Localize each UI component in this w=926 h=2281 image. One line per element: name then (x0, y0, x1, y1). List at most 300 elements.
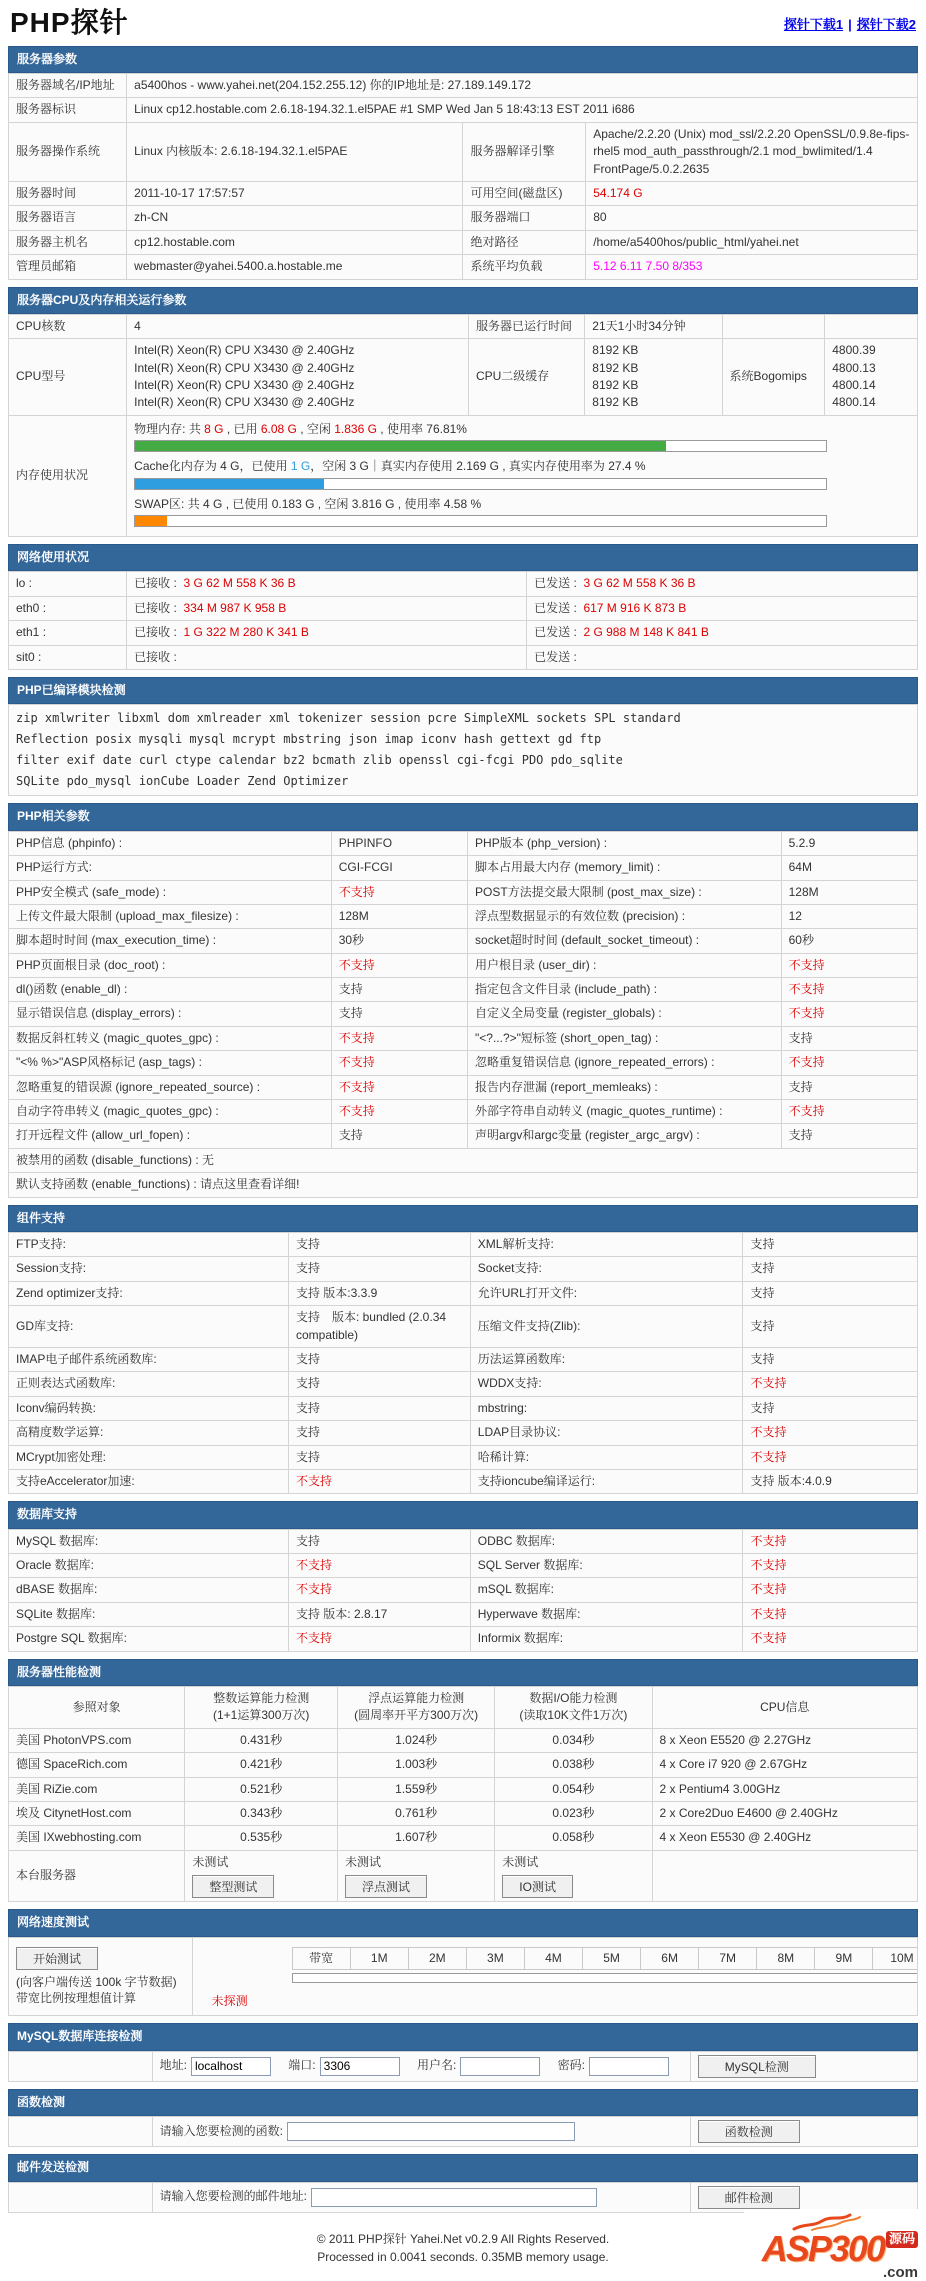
link-separator: | (848, 17, 852, 32)
component-value: 支持 (288, 1257, 470, 1281)
table-row (9, 1100, 918, 1124)
database-value: 不支持 (288, 1578, 470, 1602)
cpu-cache-line: 8192 KB (592, 378, 639, 393)
mysql-password-input[interactable] (589, 2057, 669, 2076)
received-cell: 已接收 : (127, 645, 527, 669)
mysql-user-input[interactable] (460, 2057, 540, 2076)
database-label: ODBC 数据库: (470, 1529, 743, 1553)
database-label: mSQL 数据库: (470, 1578, 743, 1602)
table-row (9, 1396, 918, 1420)
io-test-button[interactable]: IO测试 (502, 1875, 573, 1898)
float-test-result: 1.024秒 (338, 1728, 495, 1752)
table-row (9, 1578, 918, 1602)
param-value: 不支持 (781, 1002, 917, 1026)
param-label: PHP信息 (phpinfo) : (9, 831, 332, 855)
sent-cell: 已发送 : 2 G 988 M 148 K 841 B (527, 621, 918, 645)
cache-memory-bar-fill (135, 479, 324, 489)
row-value: a5400hos - www.yahei.net(204.152.255.12) 你的IP地址是: 27.189.149.172 (127, 73, 918, 97)
memory-usage-cell (127, 415, 918, 536)
reference-host: 美国 PhotonVPS.com (9, 1728, 185, 1752)
table-row (9, 1777, 918, 1801)
row-value: zh-CN (127, 206, 463, 230)
swap-bar-fill (135, 516, 167, 526)
function-input[interactable] (287, 2122, 575, 2141)
col-header-cpu: CPU信息 (652, 1687, 917, 1729)
database-value: 不支持 (743, 1529, 918, 1553)
table-row (9, 904, 918, 928)
database-value: 不支持 (743, 1602, 918, 1626)
mysql-form-cell (152, 2051, 690, 2081)
param-label: 显示错误信息 (display_errors) : (9, 1002, 332, 1026)
component-value: 支持 (288, 1233, 470, 1257)
network-usage-table (8, 571, 918, 670)
col-header-int: 整数运算能力检测 (1+1运算300万次) (185, 1687, 338, 1729)
speed-test-table (8, 1937, 918, 2017)
component-label: 支持eAccelerator加速: (9, 1469, 289, 1493)
section-cpu-memory (8, 287, 918, 538)
database-label: Oracle 数据库: (9, 1554, 289, 1578)
table-row (9, 1801, 918, 1825)
speed-progress-bar (292, 1973, 918, 1983)
param-label: dl()函数 (enable_dl) : (9, 978, 332, 1002)
component-label: mbstring: (470, 1396, 743, 1420)
component-value: 支持 (743, 1347, 918, 1371)
bogomips-line: 4800.14 (832, 378, 876, 393)
php-params-table (8, 831, 918, 1198)
interface-name: eth0 : (9, 596, 127, 620)
probe-download-1-link[interactable]: 探针下载1 (783, 17, 844, 32)
local-server-label: 本台服务器 (9, 1850, 185, 1901)
table-row (9, 1002, 918, 1026)
table-row (9, 98, 918, 122)
component-value: 不支持 (743, 1421, 918, 1445)
cpu-info: 8 x Xeon E5520 @ 2.27GHz (652, 1728, 917, 1752)
param-value: 支持 (331, 1002, 467, 1026)
mail-input[interactable] (311, 2188, 597, 2207)
table-row (9, 1124, 918, 1148)
col-header-float: 浮点运算能力检测 (圆周率开平方300万次) (338, 1687, 495, 1729)
param-value: 不支持 (781, 978, 917, 1002)
component-support-table (8, 1232, 918, 1494)
param-value: 128M (781, 880, 917, 904)
float-test-result: 1.559秒 (338, 1777, 495, 1801)
view-functions-link[interactable]: 请点这里查看详细! (200, 1177, 300, 1192)
table-row (9, 1529, 918, 1553)
table-row (9, 929, 918, 953)
section-mysql-check (8, 2023, 918, 2081)
bogomips-line: 4800.39 (832, 343, 876, 358)
row-value: 80 (586, 206, 918, 230)
section-performance (8, 1659, 918, 1903)
row-label: 系统Bogomips (722, 339, 825, 416)
row-value: Linux cp12.hostable.com 2.6.18-194.32.1.el5PAE #1 SMP Wed Jan 5 18:43:13 EST 2011 i686 (127, 98, 918, 122)
table-row (9, 596, 918, 620)
param-label: 声明argv和argc变量 (register_argc_argv) : (468, 1124, 782, 1148)
section-header: PHP已编译模块检测 (8, 677, 918, 704)
mysql-port-label: 端口: (288, 2058, 316, 2073)
io-test-result: 0.038秒 (495, 1753, 652, 1777)
table-row (9, 880, 918, 904)
section-function-check (8, 2089, 918, 2147)
table-row (9, 2182, 918, 2212)
section-header: PHP相关参数 (8, 803, 918, 830)
param-label: 自定义全局变量 (register_globals) : (468, 1002, 782, 1026)
param-label: "<?...?>"短标签 (short_open_tag) : (468, 1026, 782, 1050)
processing-stats-line: Processed in 0.0041 seconds. 0.35MB memory usage. (317, 2249, 609, 2264)
component-label: 允许URL打开文件: (470, 1281, 743, 1305)
section-header: 服务器CPU及内存相关运行参数 (8, 287, 918, 314)
section-mail-check (8, 2154, 918, 2212)
bandwidth-tick: 6M (641, 1947, 699, 1969)
param-label: 忽略重复错误信息 (ignore_repeated_errors) : (468, 1051, 782, 1075)
cpu-cache-line: 8192 KB (592, 395, 639, 410)
bandwidth-tick: 9M (815, 1947, 873, 1969)
row-label: 服务器端口 (463, 206, 586, 230)
param-label: 浮点型数据显示的有效位数 (precision) : (468, 904, 782, 928)
bogomips-line: 4800.14 (832, 395, 876, 410)
row-label: 服务器时间 (9, 181, 127, 205)
row-value: Apache/2.2.20 (Unix) mod_ssl/2.2.20 OpenSSL/0.9.8e-fips-rhel5 mod_auth_passthrough/2.1 mod_bwlimited/1.4 FrontPage/5.0.2.2635 (586, 122, 918, 181)
local-int-test-cell: 未测试 整型测试 (185, 1850, 338, 1901)
section-php-modules (8, 677, 918, 796)
component-value: 支持 版本:3.3.9 (288, 1281, 470, 1305)
int-test-result: 0.343秒 (185, 1801, 338, 1825)
row-value: /home/a5400hos/public_html/yahei.net (586, 230, 918, 254)
table-row (9, 1469, 918, 1493)
component-label: XML解析支持: (470, 1233, 743, 1257)
component-value: 支持 (288, 1421, 470, 1445)
row-label: 管理员邮箱 (9, 255, 127, 279)
param-value: 支持 (781, 1124, 917, 1148)
bogomips-line: 4800.13 (832, 360, 876, 375)
physical-memory-bar (134, 440, 827, 452)
interface-name: lo : (9, 572, 127, 596)
table-row (9, 2051, 918, 2081)
reference-host: 德国 SpaceRich.com (9, 1753, 185, 1777)
param-label: 打开远程文件 (allow_url_fopen) : (9, 1124, 332, 1148)
local-server-row (9, 1850, 918, 1901)
module-list-line: zip xmlwriter libxml dom xmlreader xml tokenizer session pcre SimpleXML sockets SPL standard (16, 711, 681, 726)
received-cell: 已接收 : 334 M 987 K 958 B (127, 596, 527, 620)
database-value: 不支持 (743, 1554, 918, 1578)
asp300-logo (744, 2209, 924, 2279)
received-cell: 已接收 : 3 G 62 M 558 K 36 B (127, 572, 527, 596)
table-row (9, 1026, 918, 1050)
param-value: PHPINFO (331, 831, 467, 855)
table-row (9, 1372, 918, 1396)
component-label: 支持ioncube编译运行: (470, 1469, 743, 1493)
download-links (784, 6, 916, 35)
database-label: Postgre SQL 数据库: (9, 1627, 289, 1651)
float-test-result: 1.003秒 (338, 1753, 495, 1777)
section-php-params (8, 803, 918, 1197)
row-value: 2011-10-17 17:57:57 (127, 181, 463, 205)
param-value: 不支持 (781, 1100, 917, 1124)
component-value: 不支持 (288, 1469, 470, 1493)
enabled-functions-row: 默认支持函数 (enable_functions) : 请点这里查看详细! (9, 1173, 918, 1197)
sent-cell: 已发送 : 617 M 916 K 873 B (527, 596, 918, 620)
param-label: 外部字符串自动转义 (magic_quotes_runtime) : (468, 1100, 782, 1124)
empty-cell (652, 1850, 917, 1901)
param-value: 支持 (331, 1124, 467, 1148)
component-label: GD库支持: (9, 1306, 289, 1348)
row-label: 服务器域名/IP地址 (9, 73, 127, 97)
param-label: 忽略重复的错误源 (ignore_repeated_source) : (9, 1075, 332, 1099)
database-label: Informix 数据库: (470, 1627, 743, 1651)
table-row (9, 705, 918, 796)
cpu-model-line: Intel(R) Xeon(R) CPU X3430 @ 2.40GHz (134, 343, 355, 358)
table-row (9, 1445, 918, 1469)
param-value: 支持 (781, 1026, 917, 1050)
param-label: PHP安全模式 (safe_mode) : (9, 880, 332, 904)
int-test-result: 0.535秒 (185, 1826, 338, 1850)
float-test-button[interactable]: 浮点测试 (345, 1875, 427, 1898)
table-row (9, 1627, 918, 1651)
component-value: 支持 (743, 1233, 918, 1257)
row-label: CPU二级缓存 (468, 339, 584, 416)
logo-text: ASP300 (761, 2228, 884, 2270)
cpu-model-lines (127, 339, 469, 416)
database-support-table (8, 1529, 918, 1652)
table-row (9, 621, 918, 645)
top-bar (8, 4, 918, 46)
table-row (9, 1826, 918, 1850)
table-row (9, 255, 918, 279)
logo-badge: 源码 (886, 2231, 918, 2248)
param-value: 不支持 (781, 953, 917, 977)
section-header: 组件支持 (8, 1205, 918, 1232)
section-speed-test (8, 1909, 918, 2016)
mail-check-button[interactable]: 邮件检测 (698, 2186, 800, 2209)
table-row (9, 1075, 918, 1099)
speed-test-controls (9, 1937, 193, 2016)
component-label: 正则表达式函数库: (9, 1372, 289, 1396)
function-form-cell (152, 2117, 690, 2147)
table-row (9, 856, 918, 880)
component-label: 高精度数学运算: (9, 1421, 289, 1445)
local-io-test-cell: 未测试 IO测试 (495, 1850, 652, 1901)
section-header: 服务器参数 (8, 46, 918, 73)
mysql-host-input[interactable] (191, 2057, 271, 2076)
database-value: 不支持 (288, 1554, 470, 1578)
row-label: 内存使用状况 (9, 415, 127, 536)
section-header: 邮件发送检测 (8, 2154, 918, 2181)
table-row (9, 831, 918, 855)
empty-cell (722, 314, 825, 338)
row-label: 服务器操作系统 (9, 122, 127, 181)
param-label: PHP版本 (php_version) : (468, 831, 782, 855)
database-value: 不支持 (743, 1627, 918, 1651)
row-label: 可用空间(磁盘区) (463, 181, 586, 205)
mysql-button-cell (690, 2051, 917, 2081)
probe-download-2-link[interactable]: 探针下载2 (856, 17, 916, 32)
table-row (9, 1347, 918, 1371)
param-label: 数据反斜杠转义 (magic_quotes_gpc) : (9, 1026, 332, 1050)
component-value: 支持 (288, 1347, 470, 1371)
table-row (9, 1148, 918, 1172)
param-value: 12 (781, 904, 917, 928)
received-cell: 已接收 : 1 G 322 M 280 K 341 B (127, 621, 527, 645)
component-label: LDAP目录协议: (470, 1421, 743, 1445)
interface-name: sit0 : (9, 645, 127, 669)
cache-memory-bar (134, 478, 827, 490)
param-label: 上传文件最大限制 (upload_max_filesize) : (9, 904, 332, 928)
component-value: 支持 版本: bundled (2.0.34 compatible) (288, 1306, 470, 1348)
start-speed-test-button[interactable]: 开始测试 (16, 1947, 98, 1970)
table-row (9, 415, 918, 536)
io-test-result: 0.023秒 (495, 1801, 652, 1825)
module-list (9, 705, 918, 796)
component-value: 支持 (288, 1396, 470, 1420)
speed-test-note: (向客户端传送 100k 字节数据) 带宽比例按理想值计算 (16, 1974, 177, 2005)
table-row (9, 73, 918, 97)
bandwidth-tick: 2M (408, 1947, 466, 1969)
database-label: dBASE 数据库: (9, 1578, 289, 1602)
table-row (9, 122, 918, 181)
mysql-port-input[interactable] (320, 2057, 400, 2076)
cpu-info: 4 x Core i7 920 @ 2.67GHz (652, 1753, 917, 1777)
component-value: 支持 (743, 1396, 918, 1420)
row-label: 系统平均负载 (463, 255, 586, 279)
row-value: 21天1小时34分钟 (585, 314, 722, 338)
cpu-info: 2 x Core2Duo E4600 @ 2.40GHz (652, 1801, 917, 1825)
param-label: 报告内存泄漏 (report_memleaks) : (468, 1075, 782, 1099)
mysql-host-label: 地址: (159, 2058, 187, 2073)
database-label: SQLite 数据库: (9, 1602, 289, 1626)
bandwidth-tick: 4M (524, 1947, 582, 1969)
io-test-result: 0.058秒 (495, 1826, 652, 1850)
cpu-cache-line: 8192 KB (592, 343, 639, 358)
row-value: Linux 内核版本: 2.6.18-194.32.1.el5PAE (127, 122, 463, 181)
param-value: 30秒 (331, 929, 467, 953)
component-label: IMAP电子邮件系统函数库: (9, 1347, 289, 1371)
section-component-support (8, 1205, 918, 1495)
param-value: 不支持 (331, 1075, 467, 1099)
section-header: 网络使用状况 (8, 544, 918, 571)
param-value: 5.2.9 (781, 831, 917, 855)
component-value: 支持 版本:4.0.9 (743, 1469, 918, 1493)
table-row (9, 1173, 918, 1197)
mail-input-label: 请输入您要检测的邮件地址: (159, 2189, 307, 2204)
database-value: 不支持 (743, 1578, 918, 1602)
param-label: 指定包含文件目录 (include_path) : (468, 978, 782, 1002)
database-value: 支持 版本: 2.8.17 (288, 1602, 470, 1626)
component-label: FTP支持: (9, 1233, 289, 1257)
reference-host: 埃及 CitynetHost.com (9, 1801, 185, 1825)
page-title: PHP探针 (10, 7, 129, 38)
module-list-line: SQLite pdo_mysql ionCube Loader Zend Optimizer (16, 774, 349, 789)
server-params-table (8, 73, 918, 280)
param-label: 脚本超时时间 (max_execution_time) : (9, 929, 332, 953)
col-header-reference: 参照对象 (9, 1687, 185, 1729)
copyright-line: © 2011 PHP探针 Yahei.Net v0.2.9 All Rights Reserved. (316, 2231, 610, 2246)
component-label: 哈稀计算: (470, 1445, 743, 1469)
component-value: 支持 (743, 1281, 918, 1305)
component-value: 不支持 (743, 1445, 918, 1469)
param-value: 不支持 (331, 953, 467, 977)
component-label: 压缩文件支持(Zlib): (470, 1306, 743, 1348)
table-row (9, 1233, 918, 1257)
table-row (9, 1937, 918, 2016)
component-label: MCrypt加密处理: (9, 1445, 289, 1469)
empty-cell (9, 2182, 153, 2212)
physical-memory-line: 物理内存: 共 8 G , 已用 6.08 G , 空闲 1.836 G , 使用率 76.81% (134, 421, 467, 436)
section-network-usage (8, 544, 918, 670)
row-label: 服务器主机名 (9, 230, 127, 254)
table-row (9, 2117, 918, 2147)
speed-test-status: 未探测 (211, 1993, 248, 2008)
table-row (9, 1728, 918, 1752)
disabled-functions-row: 被禁用的函数 (disable_functions) : 无 (9, 1148, 918, 1172)
table-row (9, 1257, 918, 1281)
component-value: 不支持 (743, 1372, 918, 1396)
database-label: Hyperwave 数据库: (470, 1602, 743, 1626)
row-value: webmaster@yahei.5400.a.hostable.me (127, 255, 463, 279)
bogomips-lines (825, 339, 918, 416)
table-row (9, 645, 918, 669)
io-test-result: 0.034秒 (495, 1728, 652, 1752)
bandwidth-tick: 10M (873, 1947, 918, 1969)
table-row (9, 1281, 918, 1305)
bandwidth-tick: 1M (350, 1947, 408, 1969)
function-check-button[interactable]: 函数检测 (698, 2120, 800, 2143)
interface-name: eth1 : (9, 621, 127, 645)
int-test-result: 0.521秒 (185, 1777, 338, 1801)
database-value: 支持 (288, 1529, 470, 1553)
table-header-row (9, 1687, 918, 1729)
database-label: MySQL 数据库: (9, 1529, 289, 1553)
row-label: 服务器解译引擎 (463, 122, 586, 181)
sent-cell: 已发送 : (527, 645, 918, 669)
bandwidth-tick: 带宽 (292, 1947, 350, 1969)
param-label: socket超时时间 (default_socket_timeout) : (468, 929, 782, 953)
swap-bar (134, 515, 827, 527)
cpu-model-line: Intel(R) Xeon(R) CPU X3430 @ 2.40GHz (134, 360, 355, 375)
param-value: 不支持 (331, 1051, 467, 1075)
component-label: Session支持: (9, 1257, 289, 1281)
section-header: 服务器性能检测 (8, 1659, 918, 1686)
int-test-button[interactable]: 整型测试 (192, 1875, 274, 1898)
int-test-result: 0.431秒 (185, 1728, 338, 1752)
float-test-result: 1.607秒 (338, 1826, 495, 1850)
table-row (9, 230, 918, 254)
table-row (9, 572, 918, 596)
row-value: 5.12 6.11 7.50 8/353 (586, 255, 918, 279)
function-button-cell (690, 2117, 917, 2147)
mysql-password-label: 密码: (557, 2058, 586, 2073)
mysql-user-label: 用户名: (416, 2058, 457, 2073)
table-row (9, 181, 918, 205)
section-server-params (8, 46, 918, 280)
php-modules-table (8, 704, 918, 796)
mysql-check-button[interactable]: MySQL检测 (698, 2055, 816, 2078)
bandwidth-scale (292, 1947, 918, 1970)
component-label: 历法运算函数库: (470, 1347, 743, 1371)
section-header: 数据库支持 (8, 1501, 918, 1528)
param-value: 不支持 (781, 1051, 917, 1075)
col-header-io: 数据I/O能力检测 (读取10K文件1万次) (495, 1687, 652, 1729)
param-value: 支持 (331, 978, 467, 1002)
reference-host: 美国 IXwebhosting.com (9, 1826, 185, 1850)
component-label: WDDX支持: (470, 1372, 743, 1396)
cpu-info: 4 x Xeon E5530 @ 2.40GHz (652, 1826, 917, 1850)
table-row (9, 953, 918, 977)
section-header: 网络速度测试 (8, 1909, 918, 1936)
database-value: 不支持 (288, 1627, 470, 1651)
table-row (9, 978, 918, 1002)
table-row (9, 1554, 918, 1578)
bandwidth-tick: 7M (699, 1947, 757, 1969)
